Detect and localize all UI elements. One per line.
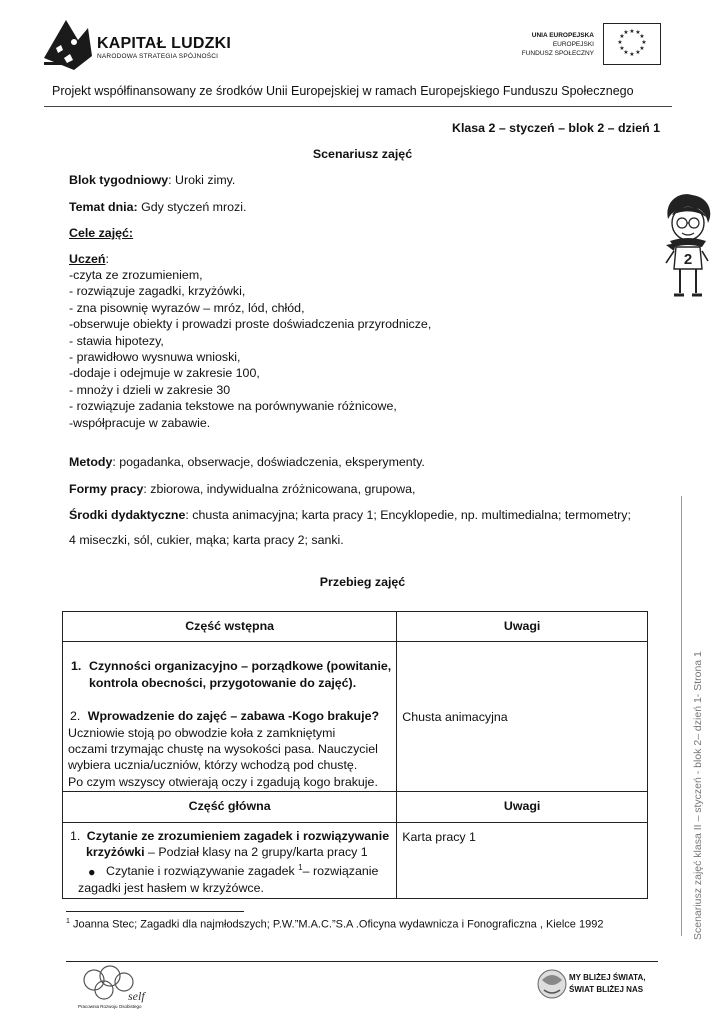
self-logo-word: self <box>128 989 145 1003</box>
project-cofinancing-line: Projekt współfinansowany ze środków Unii Europejskiej w ramach Europejskiego Funduszu Społecznego <box>52 84 634 98</box>
item-text <box>89 658 391 691</box>
lesson-plan-table <box>62 611 648 899</box>
side-page-label: Scenariusz zajęć klasa II – styczeń - blok 2– dzień 1- Strona 1 <box>692 651 704 940</box>
goal-item: - rozwiązuje zadania tekstowe na porównywanie różnicowe, <box>69 399 397 414</box>
item-number: 2. <box>70 709 81 724</box>
block-line <box>69 172 235 188</box>
item-line: kontrola obecności, przygotowanie do zajęć). <box>89 675 357 690</box>
goal-item: -dodaje i odejmuje w zakresie 100, <box>69 366 260 381</box>
svg-text:★: ★ <box>617 39 623 46</box>
svg-text:★: ★ <box>623 29 629 36</box>
goals-label: Cele zajęć: <box>69 226 134 240</box>
eu-flag-icon <box>603 23 661 65</box>
svg-text:★: ★ <box>629 51 635 58</box>
student-line <box>69 251 109 267</box>
notes-cell-1 <box>397 642 648 792</box>
svg-text:★: ★ <box>619 33 625 40</box>
notes-cell-2 <box>397 822 648 899</box>
right-logo-line-1: MY BLIŻEJ ŚWIATA, <box>569 973 646 982</box>
item-number: 1. <box>70 828 81 843</box>
bullet-icon: ● <box>88 864 96 879</box>
bullet-item <box>68 860 391 880</box>
goal-item: - rozwiązuje zagadki, krzyżówki, <box>69 284 246 299</box>
svg-text:★: ★ <box>623 49 629 56</box>
block-value: : Uroki zimy. <box>168 173 236 187</box>
main-item-1 <box>68 828 391 861</box>
footnote-text: Joanna Stec; Zagadki dla najmłodszych; P.W.”M.A.C.”S.A .Oficyna wydawnicza i Fonograficzna , Kielce 1992 <box>69 918 604 931</box>
svg-text:★: ★ <box>639 33 645 40</box>
footnote <box>66 918 603 931</box>
eu-line-2: EUROPEJSKI <box>552 41 594 48</box>
intro-item-2 <box>68 708 391 790</box>
means-label: Środki dydaktyczne <box>69 508 186 522</box>
item-line: oczami trzymając chustę na wysokości pasa. Nauczyciel <box>68 742 378 757</box>
footnote-divider <box>66 911 244 912</box>
table-header-row <box>63 612 648 642</box>
bullet-text: Czytanie i rozwiązywanie zagadek <box>106 864 299 879</box>
methods-line <box>69 454 425 470</box>
note-text: Chusta animacyjna <box>402 709 508 724</box>
item-line: Czynności organizacyjno – porządkowe (powitanie, <box>89 659 392 674</box>
kapital-ludzki-subtitle: NARODOWA STRATEGIA SPÓJNOŚCI <box>97 53 219 60</box>
table-row <box>63 822 648 899</box>
right-logo-line-2: ŚWIAT BLIŻEJ NAS <box>569 985 644 994</box>
main-cell <box>63 822 397 899</box>
header-main: Część główna <box>63 792 397 822</box>
item-title: Czytanie ze zrozumieniem zagadek i rozwiązywanie <box>86 828 390 843</box>
goal-item: -współpracuje w zabawie. <box>69 415 211 430</box>
kapital-ludzki-title: KAPITAŁ LUDZKI <box>97 35 232 52</box>
goal-item: - prawidłowo wysnuwa wnioski, <box>69 350 241 365</box>
topic-line <box>69 199 246 215</box>
item-title-cont: krzyżówki <box>86 845 145 860</box>
table-header-row <box>63 792 648 822</box>
svg-text:★: ★ <box>629 28 635 35</box>
mascot-badge-number: 2 <box>683 251 693 268</box>
item-line: Uczniowie stoją po obwodzie koła z zamkniętymi <box>68 725 336 740</box>
item-line: wybiera ucznia/uczniów, którzy wchodzą pod chustę. <box>68 758 358 773</box>
topic-value: Gdy styczeń mrozi. <box>137 200 247 214</box>
eu-text-block <box>522 31 594 58</box>
self-logo-caption: Pracownia Rozwoju Osobistego <box>78 1004 142 1009</box>
bullet-text-2: – rozwiązanie <box>302 864 379 879</box>
methods-value: : pogadanka, obserwacje, doświadczenia, eksperymenty. <box>112 455 425 469</box>
item-number: 1. <box>71 659 82 674</box>
class-date-line: Klasa 2 – styczeń – blok 2 – dzień 1 <box>452 121 660 135</box>
item-rest: – Podział klasy na 2 grupy/karta pracy 1 <box>144 845 368 860</box>
block-label: Blok tygodniowy <box>69 173 169 187</box>
goal-item: - mnoży i dzieli w zakresie 30 <box>69 382 231 397</box>
item-line: Po czym wszyscy otwierają oczy i zgadują kogo brakuje. <box>68 774 378 789</box>
forms-label: Formy pracy <box>69 482 144 496</box>
svg-text:★: ★ <box>635 29 641 36</box>
eu-line-1: UNIA EUROPEJSKA <box>531 32 594 39</box>
eu-line-3: FUNDUSZ SPOŁECZNY <box>521 50 594 57</box>
note-text: Karta pracy 1 <box>402 829 476 844</box>
topic-label: Temat dnia: <box>69 200 138 214</box>
forms-line <box>69 481 415 497</box>
svg-text:★: ★ <box>635 49 641 56</box>
przebieg-title: Przebieg zajęć <box>319 575 406 589</box>
student-colon: : <box>105 252 109 266</box>
scenario-title: Scenariusz zajęć <box>312 147 413 161</box>
student-label: Uczeń <box>69 252 106 266</box>
means-value: : chusta animacyjna; karta pracy 1; Encyklopedie, np. multimedialna; termometry; <box>185 508 631 522</box>
footnote-number: 1 <box>66 918 70 925</box>
goal-item: -obserwuje obiekty i prowadzi proste doświadczenia przyrodnicze, <box>69 317 432 332</box>
table-row <box>63 642 648 792</box>
mascot-illustration <box>662 193 714 299</box>
intro-cell <box>63 642 397 792</box>
forms-value: : zbiorowa, indywidualna zróżnicowana, grupowa, <box>143 482 416 496</box>
bullet-line-2: zagadki jest hasłem w krzyżówce. <box>78 881 264 895</box>
goal-item: - stawia hipotezy, <box>69 333 164 348</box>
means-line <box>69 507 631 523</box>
header-notes: Uwagi <box>397 792 648 822</box>
item-title: Wprowadzenie do zajęć – zabawa -Kogo brakuje? <box>87 709 380 724</box>
side-divider <box>681 496 682 936</box>
goal-item: -czyta ze zrozumieniem, <box>69 268 203 282</box>
svg-text:★: ★ <box>619 45 625 52</box>
methods-label: Metody <box>69 455 113 469</box>
goal-item: - zna pisownię wyrazów – mróz, lód, chłód, <box>69 300 305 315</box>
svg-text:★: ★ <box>641 39 647 46</box>
header-notes: Uwagi <box>397 612 648 642</box>
header-divider <box>44 106 672 107</box>
header-intro: Część wstępna <box>63 612 397 642</box>
means-line-2: 4 miseczki, sól, cukier, mąka; karta pracy 2; sanki. <box>69 533 344 547</box>
goals-list <box>69 267 431 431</box>
intro-item-1 <box>68 658 391 691</box>
svg-text:★: ★ <box>639 45 645 52</box>
footnote-ref: 1 <box>298 863 303 873</box>
